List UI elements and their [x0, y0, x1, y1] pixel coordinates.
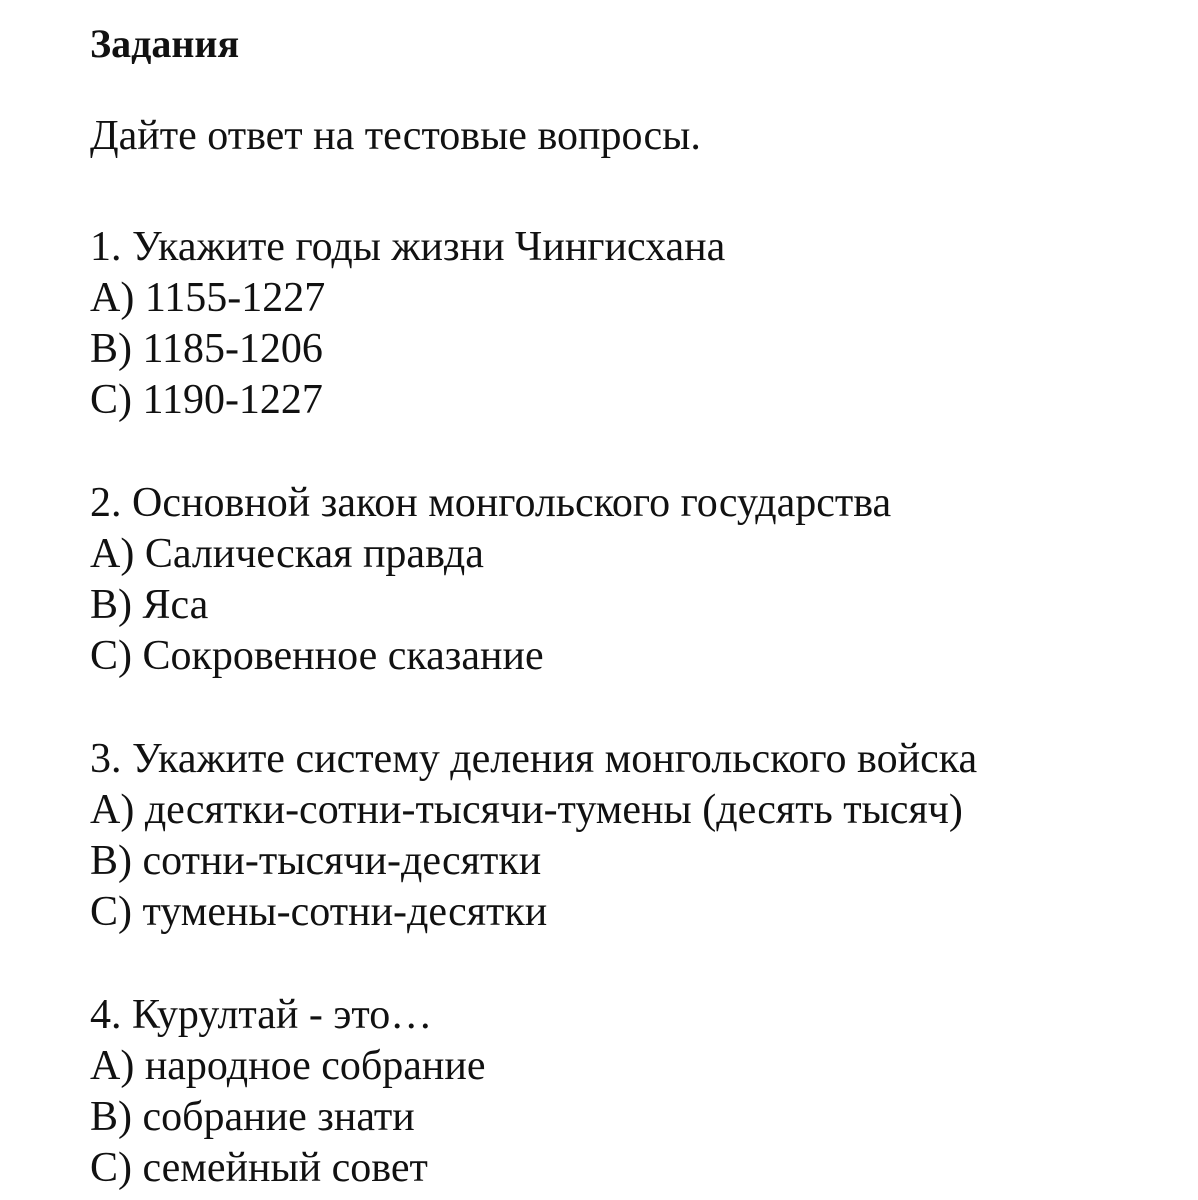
question-4-option-a: А) народное собрание: [90, 1043, 486, 1089]
question-3-option-b: В) сотни-тысячи-десятки: [90, 838, 542, 884]
question-2: [90, 478, 1180, 682]
question-1: [90, 222, 1180, 426]
question-2-text: 2. Основной закон монгольского государства: [90, 480, 892, 526]
question-1-text: 1. Укажите годы жизни Чингисхана: [90, 224, 726, 270]
question-3: [90, 734, 1180, 938]
question-4: [90, 990, 1180, 1194]
question-4-option-b: В) собрание знати: [90, 1094, 415, 1140]
question-1-option-b: В) 1185-1206: [90, 326, 323, 372]
question-3-option-c: С) тумены-сотни-десятки: [90, 889, 548, 935]
question-3-text: 3. Укажите систему деления монгольского войска: [90, 736, 978, 782]
question-2-option-b: В) Яса: [90, 582, 209, 628]
page-title: Задания: [90, 21, 240, 66]
question-1-option-c: С) 1190-1227: [90, 377, 323, 423]
question-3-option-a: А) десятки-сотни-тысячи-тумены (десять тысяч): [90, 787, 963, 833]
question-1-option-a: А) 1155-1227: [90, 275, 326, 321]
question-4-option-c: С) семейный совет: [90, 1145, 428, 1191]
instruction-text: Дайте ответ на тестовые вопросы.: [90, 113, 701, 159]
question-2-option-c: С) Сокровенное сказание: [90, 633, 544, 679]
question-2-option-a: А) Салическая правда: [90, 531, 484, 577]
question-4-text: 4. Курултай - это…: [90, 992, 433, 1038]
